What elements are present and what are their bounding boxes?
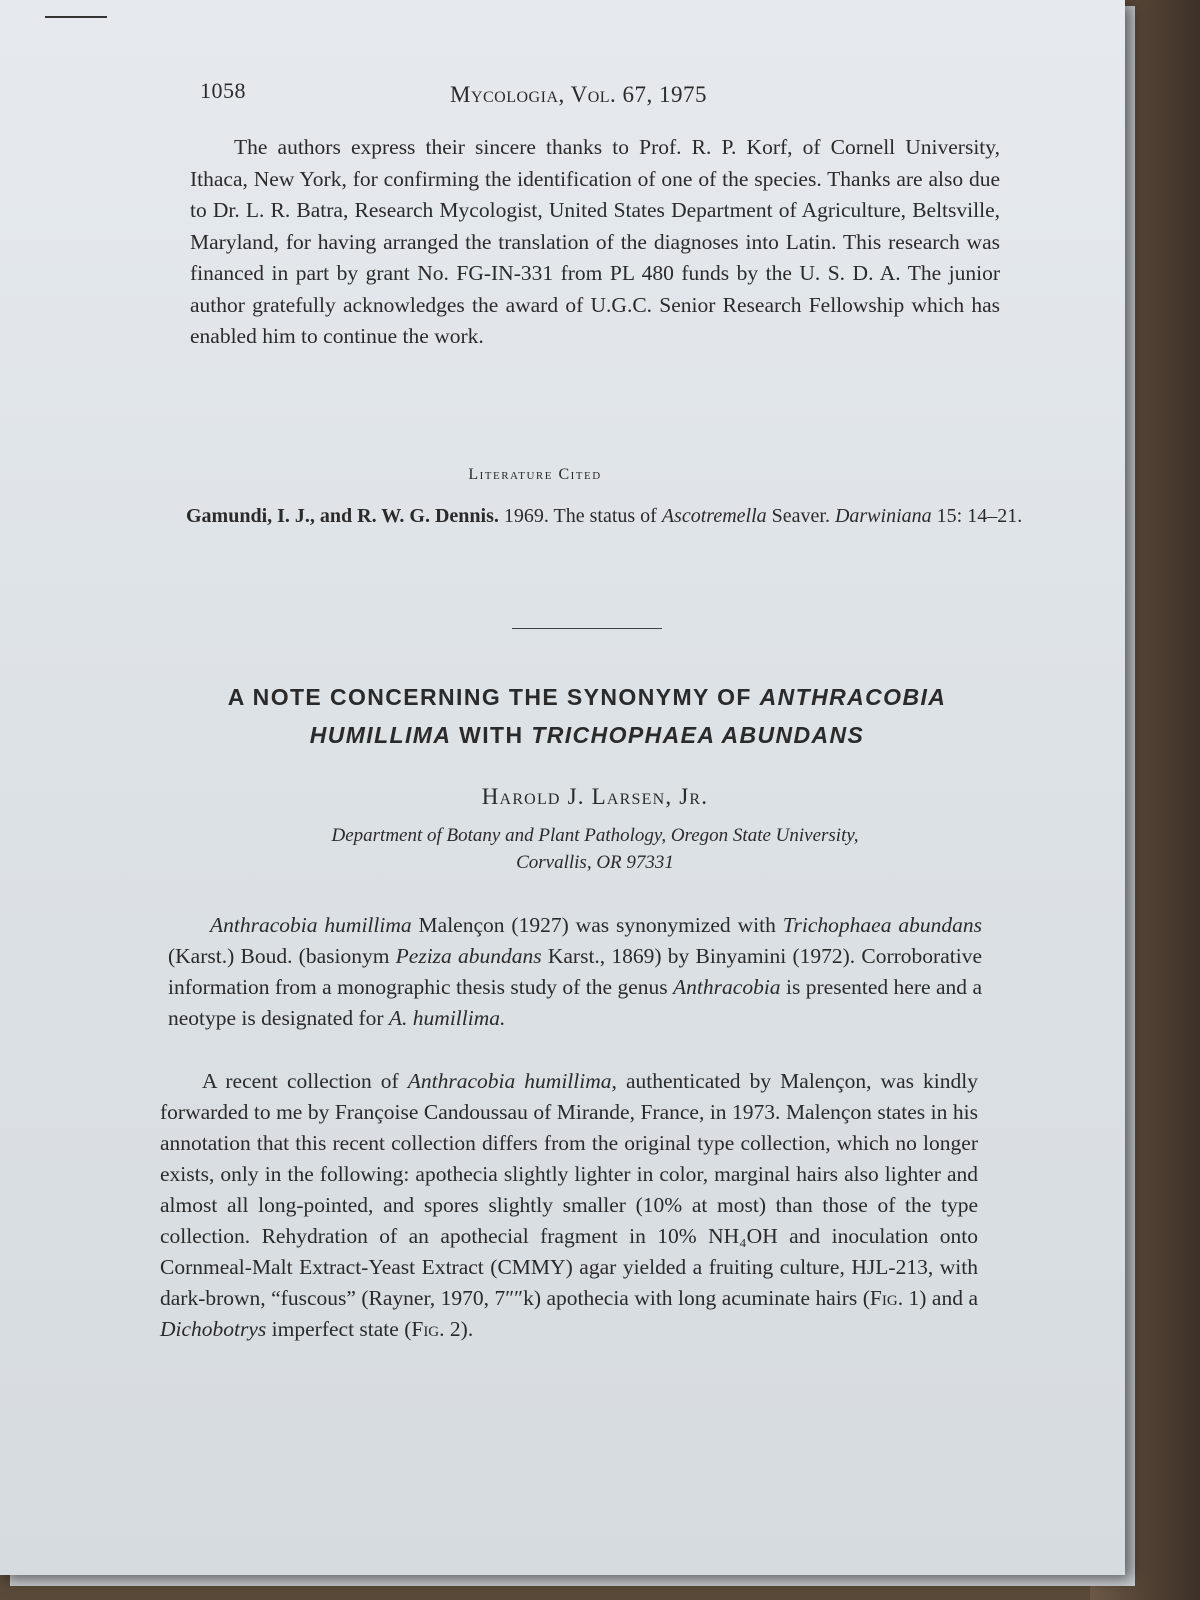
- text-run: imperfect state (: [266, 1317, 412, 1341]
- italic-text-run: Dichobotrys: [160, 1317, 267, 1341]
- italic-text-run: Trichophaea abundans: [782, 913, 982, 937]
- text-run: A recent collection of: [202, 1069, 408, 1093]
- text-run: Karst., 1869) by Binyamini (1972). Corroborative information from a monographic thesis study of the genus: [168, 944, 982, 999]
- text-run: authenticated by Malençon, was kindly forwarded to me by Françoise Candoussau of Mirande, France, in 1973. Malençon states in his annotation that this recent collection differs from the original type collection, which no longer exists, only in the following: apothecia slightly lighter in color, marginal hairs also lighter and almost all long-pointed, and spores slightly smaller (10% at most) than those of the type collection. Rehydration of an apothecial fragment in 10% NH₄OH and inoculation onto Cornmeal-Malt Extract-Yeast Extract (CMMY) agar yielded a fruiting culture, HJL-213, with dark-brown, “fuscous” (Rayner, 1970, 7″″k) apothecia with long acuminate hairs (: [160, 1069, 978, 1310]
- body-paragraph-1: [168, 910, 982, 1034]
- article-title-part2: WITH: [451, 722, 532, 748]
- corner-mark: [45, 16, 107, 18]
- running-head: [200, 78, 800, 118]
- reference-journal: Darwiniana: [834, 505, 932, 527]
- section-divider: [512, 628, 662, 629]
- acknowledgment-paragraph: The authors express their sincere thanks to Prof. R. P. Korf, of Cornell University, Ithaca, New York, for confirming the identification of one of the species. Thanks are also due to Dr. L. R. Batra, Research Mycologist, United States Department of Agriculture, Beltsville, Maryland, for having arranged the translation of the diagnoses into Latin. This research was financed in part by grant No. FG-IN-331 from PL 480 funds by the U. S. D. A. The junior author gratefully acknowledges the award of U.G.C. Senior Research Fellowship which has enabled him to continue the work.: [190, 135, 1000, 348]
- article-title-part1: A NOTE CONCERNING THE SYNONYMY OF: [227, 684, 760, 710]
- article-title-italic1: ANTHRACOBIA HUMILLIMA: [309, 684, 947, 748]
- small-caps-text-run: Fig.: [411, 1317, 445, 1341]
- italic-text-run: Anthracobia: [673, 975, 781, 999]
- text-run: Malençon (1927) was synonymized with: [411, 913, 783, 937]
- affiliation-line2: Corvallis, OR 97331: [516, 852, 674, 873]
- journal-title: Mycologia, Vol. 67, 1975: [450, 82, 708, 107]
- article-author: Harold J. Larsen, Jr.: [481, 784, 709, 809]
- reference-author-name: Seaver.: [766, 505, 835, 527]
- text-run: (Karst.) Boud. (basionym: [168, 944, 396, 968]
- reference-genus: Ascotremella: [661, 505, 767, 527]
- body-paragraph-2: [160, 1066, 978, 1345]
- article-title: [172, 678, 1002, 754]
- italic-text-run: Anthracobia humillima,: [407, 1069, 617, 1093]
- article-title-italic2: TRICHOPHAEA ABUNDANS: [531, 722, 865, 748]
- reference-entry: [186, 502, 1036, 531]
- text-run: is presented here and a neotype is designated for: [168, 975, 982, 1030]
- reference-year-title: 1969. The status of: [498, 505, 662, 527]
- text-run: 1) and a: [903, 1286, 978, 1310]
- reference-authors: Gamundi, I. J., and R. W. G. Dennis.: [186, 505, 499, 527]
- text-run: 2).: [444, 1317, 474, 1341]
- author-affiliation: [190, 822, 1000, 876]
- reference-volume: 15: 14–21.: [931, 505, 1023, 527]
- italic-text-run: Peziza abundans: [395, 944, 542, 968]
- small-caps-text-run: Fig.: [869, 1286, 904, 1310]
- affiliation-line1: Department of Botany and Plant Pathology, Oregon State University,: [331, 825, 859, 846]
- italic-text-run: Anthracobia humillima: [210, 913, 412, 937]
- page-number: 1058: [200, 78, 246, 103]
- literature-cited-heading: Literature Cited: [468, 466, 602, 483]
- italic-text-run: A. humillima.: [388, 1006, 506, 1030]
